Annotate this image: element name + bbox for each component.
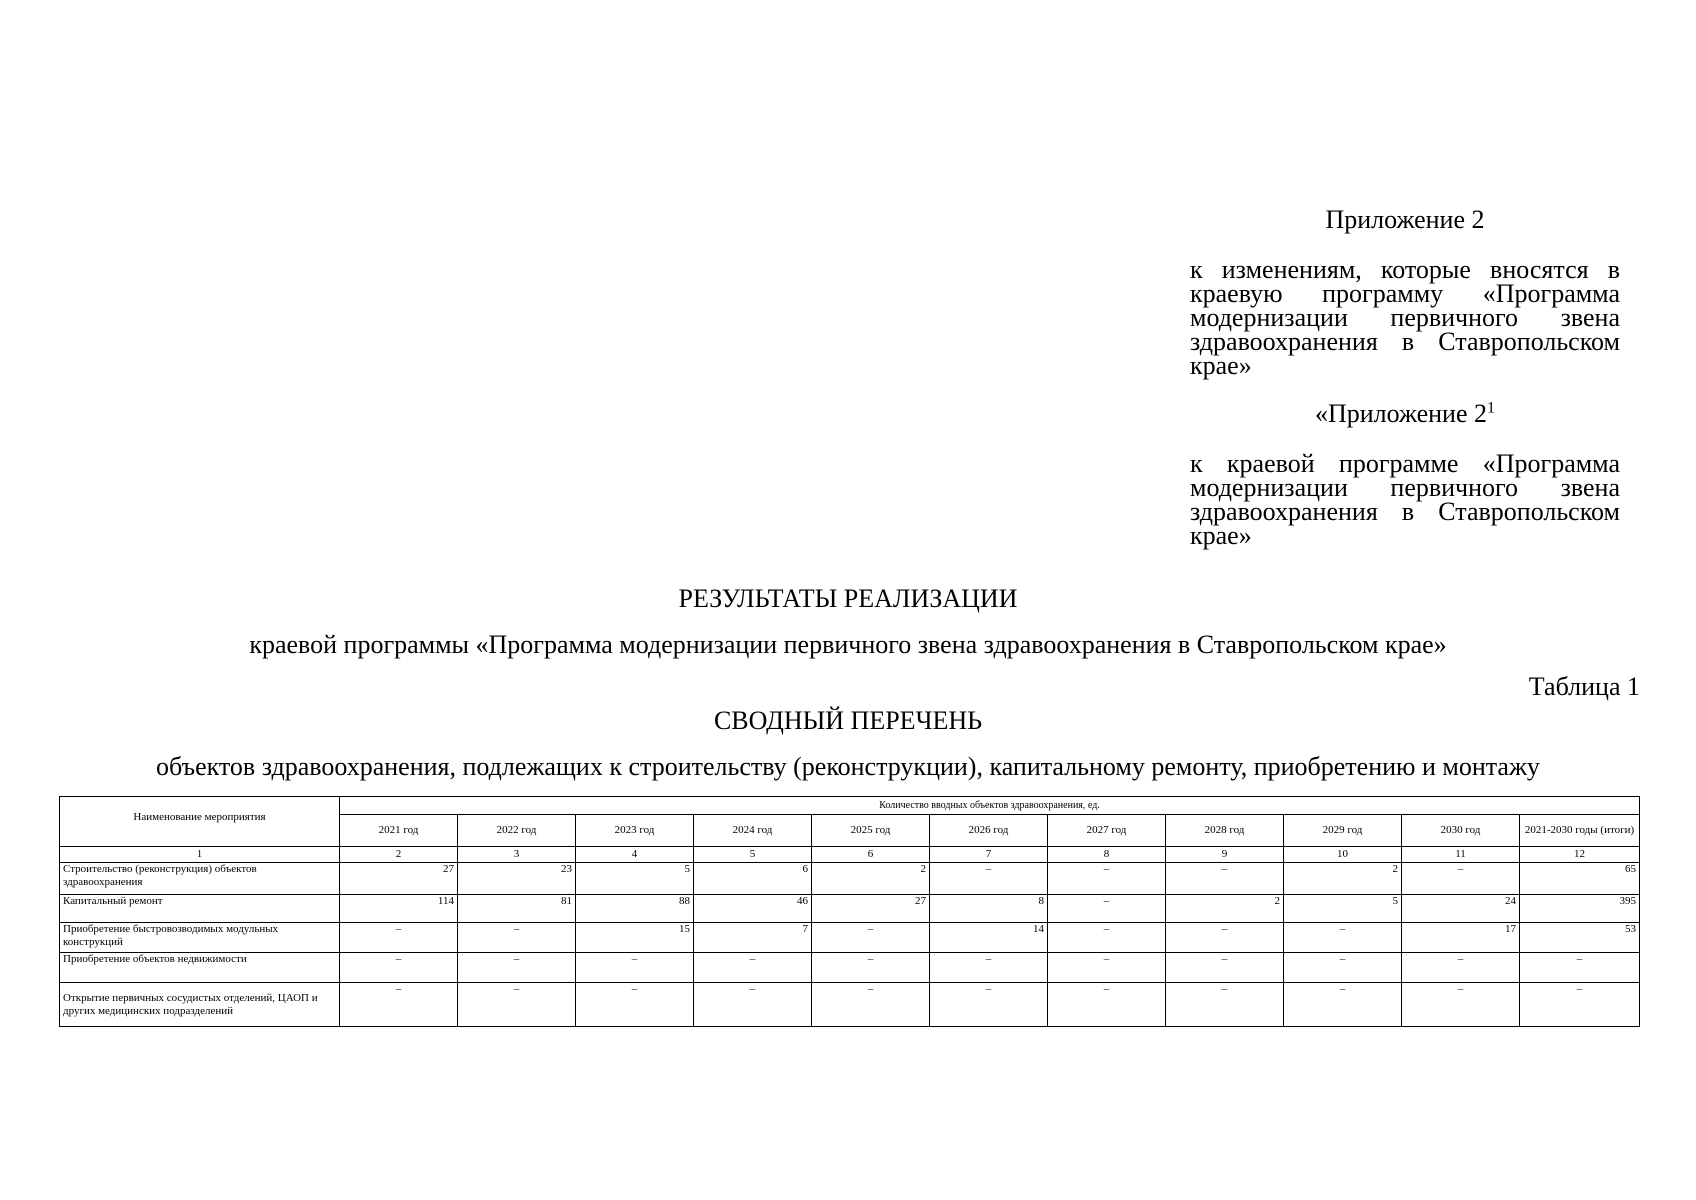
value-cell: – — [1048, 895, 1166, 923]
value-cell: – — [930, 983, 1048, 1027]
list-subtitle: объектов здравоохранения, подлежащих к строительству (реконструкции), капитальному ремонту, приобретению и монтажу — [156, 752, 1540, 781]
appendix2-text: к краевой программе «Программа модернизации первичного звена здравоохранения в Ставропольском крае» — [1190, 449, 1620, 550]
value-cell: – — [812, 923, 930, 953]
value-cell: 6 — [694, 863, 812, 895]
value-cell: – — [1048, 923, 1166, 953]
year-header: 2030 год — [1402, 815, 1520, 847]
index-cell: 8 — [1048, 847, 1166, 863]
value-cell: – — [1166, 923, 1284, 953]
value-cell: – — [694, 983, 812, 1027]
name-column-header: Наименование мероприятия — [60, 797, 340, 847]
appendix2-title-text: «Приложение 2 — [1314, 399, 1488, 428]
value-cell: 5 — [576, 863, 694, 895]
value-cell: 23 — [458, 863, 576, 895]
value-cell: – — [1048, 953, 1166, 983]
value-cell: – — [1520, 983, 1640, 1027]
value-cell: – — [340, 953, 458, 983]
value-cell: – — [694, 953, 812, 983]
index-cell: 6 — [812, 847, 930, 863]
value-cell: 81 — [458, 895, 576, 923]
year-header: 2027 год — [1048, 815, 1166, 847]
value-cell: – — [340, 923, 458, 953]
value-cell: – — [812, 983, 930, 1027]
table-row — [60, 953, 1640, 983]
value-cell: – — [458, 953, 576, 983]
value-cell: 17 — [1402, 923, 1520, 953]
year-header-total: 2021-2030 годы (итоги) — [1520, 815, 1640, 847]
index-cell: 11 — [1402, 847, 1520, 863]
value-cell: – — [1048, 983, 1166, 1027]
value-cell: 24 — [1402, 895, 1520, 923]
value-cell: – — [576, 953, 694, 983]
table-row — [60, 895, 1640, 923]
value-cell: 88 — [576, 895, 694, 923]
value-cell: 27 — [340, 863, 458, 895]
value-cell: 2 — [1166, 895, 1284, 923]
document-title: РЕЗУЛЬТАТЫ РЕАЛИЗАЦИИ — [678, 584, 1018, 613]
year-header: 2022 год — [458, 815, 576, 847]
value-cell: 2 — [812, 863, 930, 895]
value-cell: 46 — [694, 895, 812, 923]
row-name: Капитальный ремонт — [60, 895, 340, 923]
index-cell: 12 — [1520, 847, 1640, 863]
year-header: 2029 год — [1284, 815, 1402, 847]
value-cell: – — [458, 983, 576, 1027]
index-cell: 1 — [60, 847, 340, 863]
value-cell: – — [1402, 983, 1520, 1027]
value-cell: – — [930, 863, 1048, 895]
value-cell: 27 — [812, 895, 930, 923]
value-cell: – — [1402, 953, 1520, 983]
value-cell: 114 — [340, 895, 458, 923]
year-header: 2023 год — [576, 815, 694, 847]
row-name: Приобретение быстровозводимых модульных конструкций — [60, 923, 340, 953]
value-cell: – — [930, 953, 1048, 983]
value-cell: 14 — [930, 923, 1048, 953]
table-row — [60, 863, 1640, 895]
index-cell: 4 — [576, 847, 694, 863]
year-header: 2028 год — [1166, 815, 1284, 847]
value-cell: 2 — [1284, 863, 1402, 895]
row-name: Открытие первичных сосудистых отделений, ЦАОП и других медицинских подразделений — [60, 983, 340, 1027]
year-header: 2024 год — [694, 815, 812, 847]
value-cell: 5 — [1284, 895, 1402, 923]
value-cell: – — [1048, 863, 1166, 895]
value-cell: – — [1284, 953, 1402, 983]
table-row — [60, 983, 1640, 1027]
year-header: 2021 год — [340, 815, 458, 847]
index-cell: 3 — [458, 847, 576, 863]
year-header: 2026 год — [930, 815, 1048, 847]
value-cell: – — [1284, 923, 1402, 953]
value-cell: 395 — [1520, 895, 1640, 923]
value-cell: – — [1284, 983, 1402, 1027]
row-name: Приобретение объектов недвижимости — [60, 953, 340, 983]
value-cell: 7 — [694, 923, 812, 953]
value-cell: – — [1166, 983, 1284, 1027]
list-title: СВОДНЫЙ ПЕРЕЧЕНЬ — [713, 706, 983, 735]
appendix2-title — [1190, 400, 1620, 428]
table-row — [60, 923, 1640, 953]
appendix2-superscript: 1 — [1487, 399, 1496, 417]
value-cell: 65 — [1520, 863, 1640, 895]
value-cell: – — [458, 923, 576, 953]
index-cell: 10 — [1284, 847, 1402, 863]
appendix-title: Приложение 2 — [1325, 205, 1485, 234]
appendix-text: к изменениям, которые вносятся в краевую программу «Программа модернизации первичного звена здравоохранения в Ставропольском крае» — [1190, 255, 1620, 380]
index-cell: 7 — [930, 847, 1048, 863]
value-cell: – — [576, 983, 694, 1027]
index-cell: 2 — [340, 847, 458, 863]
value-cell: – — [812, 953, 930, 983]
index-cell: 5 — [694, 847, 812, 863]
value-cell: 8 — [930, 895, 1048, 923]
year-header: 2025 год — [812, 815, 930, 847]
value-cell: 15 — [576, 923, 694, 953]
table-label: Таблица 1 — [1528, 672, 1640, 701]
value-cell: – — [340, 983, 458, 1027]
row-name: Строительство (реконструкция) объектов здравоохранения — [60, 863, 340, 895]
results-table — [59, 796, 1640, 1027]
value-cell: – — [1166, 863, 1284, 895]
index-row — [60, 847, 1640, 863]
value-cell: – — [1520, 953, 1640, 983]
document-subtitle: краевой программы «Программа модернизации первичного звена здравоохранения в Ставропольском крае» — [249, 630, 1447, 659]
value-cell: – — [1166, 953, 1284, 983]
index-cell: 9 — [1166, 847, 1284, 863]
group-header: Количество вводных объектов здравоохранения, ед. — [340, 797, 1640, 815]
value-cell: 53 — [1520, 923, 1640, 953]
value-cell: – — [1402, 863, 1520, 895]
